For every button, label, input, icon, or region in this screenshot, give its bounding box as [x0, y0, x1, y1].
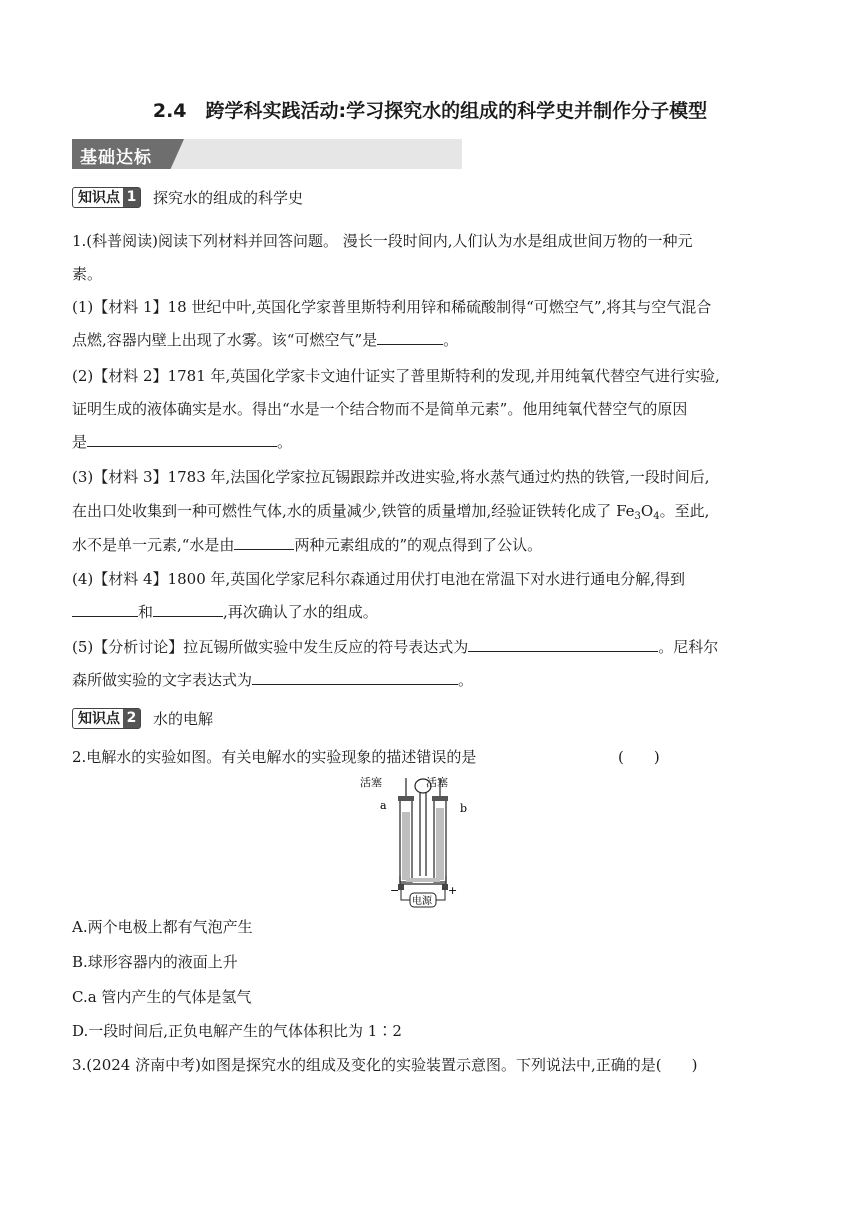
q1-line-14: 森所做实验的文字表达式为 。 — [72, 671, 474, 689]
q1-line-5: (2)【材料 2】1781 年,英国化学家卡文迪什证实了普里斯特利的发现,并用纯氧代替空气进行实验, — [72, 367, 720, 385]
q1-line-11: (4)【材料 4】1800 年,英国化学家尼科尔森通过用伏打电池在常温下对水进行通电分解,得到 — [72, 570, 686, 588]
page-title: 2.4 跨学科实践活动:学习探究水的组成的科学史并制作分子模型 — [152, 100, 708, 122]
answer-blank[interactable] — [153, 602, 223, 617]
knowledge-point-1 — [72, 186, 303, 208]
q1-line-9: 在出口处收集到一种可燃性气体,水的质量减少,铁管的质量增加,经验证铁转化成了 $Fe_3O_4$。至此, — [72, 502, 710, 522]
tube-a-label: a — [380, 799, 387, 812]
q1-line-8: (3)【材料 3】1783 年,法国化学家拉瓦锡跟踪并改进实验,将水蒸气通过灼热的铁管,一段时间后, — [72, 468, 710, 486]
valve-right-label: 活塞 — [426, 776, 448, 789]
answer-blank[interactable] — [252, 670, 458, 685]
kp1-number: 1 — [123, 188, 140, 207]
q1-line-3: (1)【材料 1】18 世纪中叶,英国化学家普里斯特利用锌和稀硫酸制得“可燃空气”,将其与空气混合 — [72, 298, 712, 316]
answer-blank[interactable] — [87, 432, 277, 447]
q2-option-d[interactable]: D.一段时间后,正负电解产生的气体体积比为 1∶2 — [72, 1022, 402, 1040]
answer-blank[interactable] — [234, 535, 294, 550]
q1-line-6: 证明生成的液体确实是水。得出“水是一个结合物而不是简单元素”。他用纯氧代替空气的原因 — [72, 400, 688, 418]
minus-sign: − — [390, 884, 400, 897]
q1-line-10: 水不是单一元素,“水是由 两种元素组成的”的观点得到了公认。 — [72, 536, 543, 554]
kp2-number: 2 — [123, 709, 140, 728]
section-banner-label: 基础达标 — [80, 148, 152, 168]
answer-blank[interactable] — [377, 330, 443, 345]
plus-sign: + — [448, 884, 458, 897]
answer-blank[interactable] — [468, 637, 658, 652]
q2-stem: 2.电解水的实验如图。有关电解水的实验现象的描述错误的是 — [72, 748, 477, 766]
q1-line-13: (5)【分析讨论】拉瓦锡所做实验中发生反应的符号表达式为 。尼科尔 — [72, 638, 719, 656]
kp1-title: 探究水的组成的科学史 — [153, 188, 304, 207]
q1-line-12: 和 ,再次确认了水的组成。 — [72, 601, 378, 622]
section-banner — [72, 139, 462, 169]
q2-option-a[interactable]: A.两个电极上都有气泡产生 — [72, 918, 253, 936]
answer-blank[interactable] — [72, 602, 138, 617]
kp1-label: 知识点 — [78, 190, 120, 206]
q2-option-b[interactable]: B.球形容器内的液面上升 — [72, 953, 238, 971]
power-supply-label: 电源 — [412, 896, 432, 907]
kp2-title: 水的电解 — [153, 709, 214, 728]
q1-line-1: 1.(科普阅读)阅读下列材料并回答问题。 漫长一段时间内,人们认为水是组成世间万物的一种元 — [72, 232, 693, 250]
q2-answer-paren[interactable]: ( ) — [618, 748, 660, 766]
knowledge-point-2 — [72, 707, 213, 729]
q1-line-2: 素。 — [72, 265, 103, 283]
q1-line-4: 点燃,容器内壁上出现了水雾。该“可燃空气”是 。 — [72, 331, 459, 349]
tube-b-label: b — [460, 802, 468, 815]
q1-line-7: 是 。 — [72, 433, 293, 451]
q2-option-c[interactable]: C.a 管内产生的气体是氢气 — [72, 988, 252, 1006]
kp2-label: 知识点 — [78, 711, 120, 727]
valve-left-label: 活塞 — [360, 776, 382, 789]
electrolysis-apparatus-figure — [360, 772, 468, 908]
q3-stem: 3.(2024 济南中考)如图是探究水的组成及变化的实验装置示意图。下列说法中,正确的是( ) — [72, 1056, 698, 1074]
